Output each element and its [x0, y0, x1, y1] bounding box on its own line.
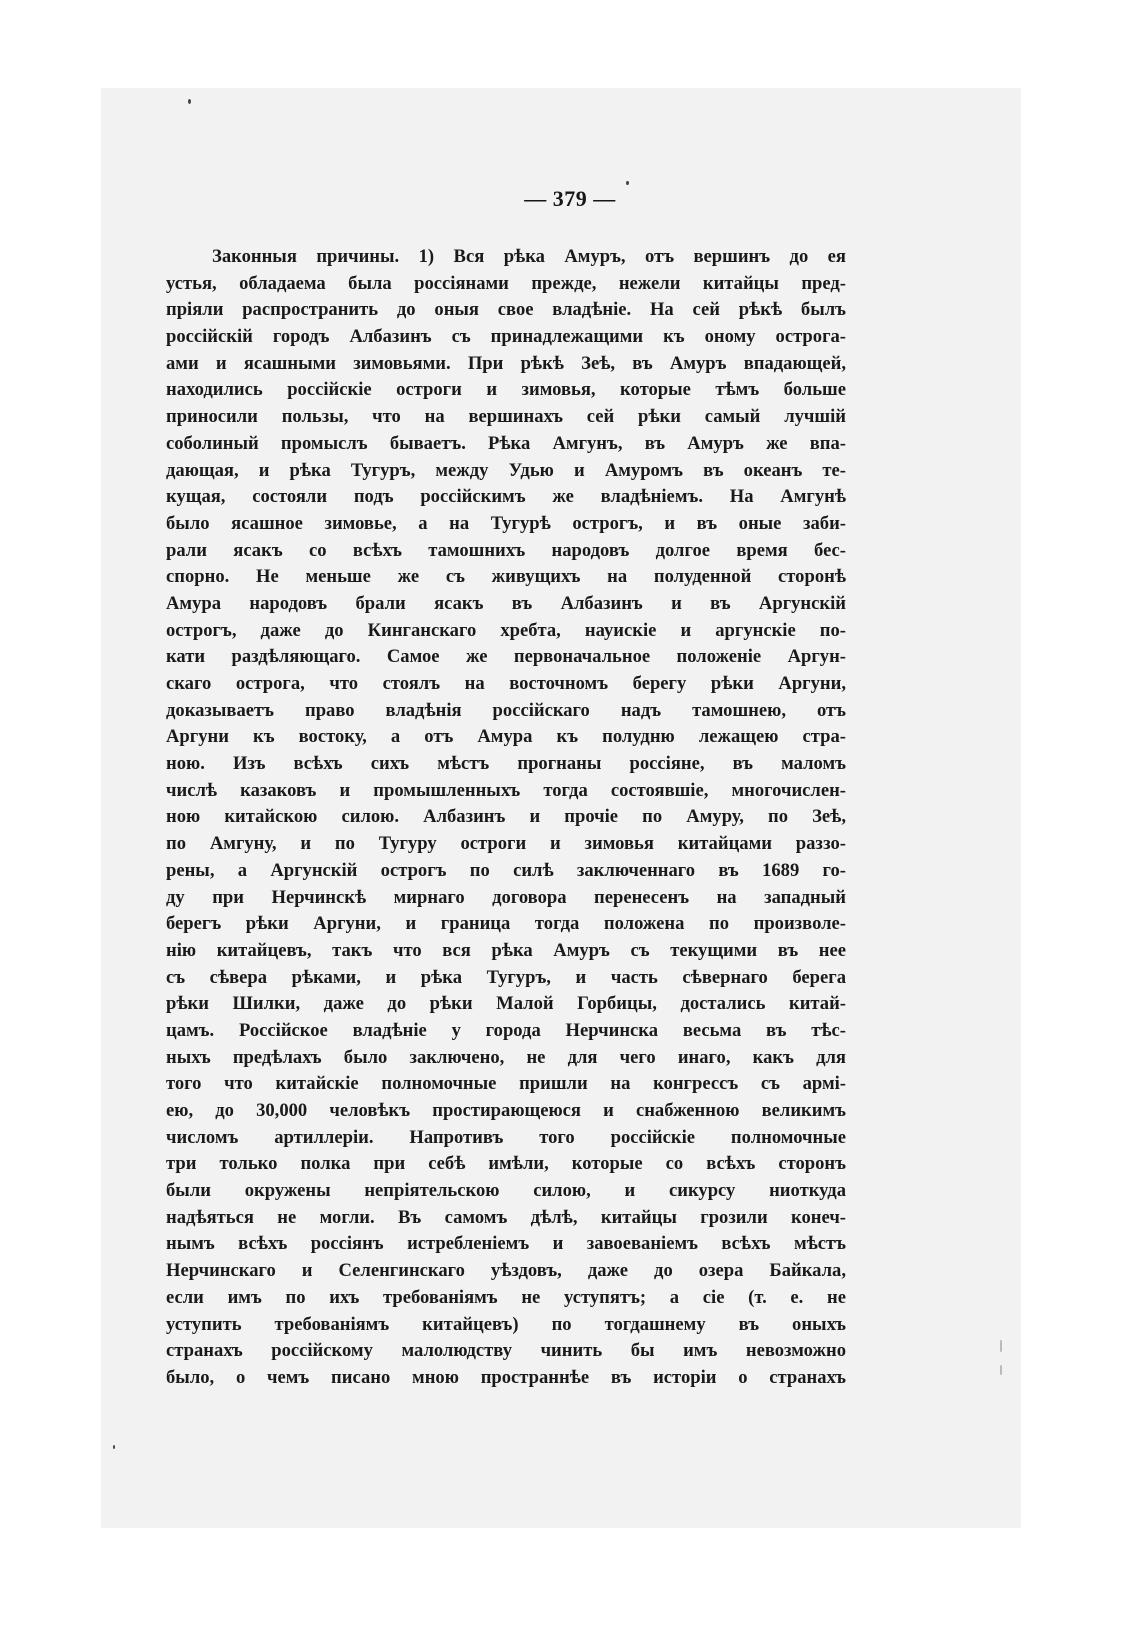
text-line: дающая, и рѣка Тугуръ, между Удью и Амуромъ въ океанъ те-	[166, 459, 846, 481]
text-line: было, о чемъ писано мною пространнѣе въ исторіи о странахъ	[166, 1366, 846, 1388]
text-line: три только полка при себѣ имѣли, которые со всѣхъ сторонъ	[166, 1153, 846, 1175]
text-line: Законныя причины. 1) Вся рѣка Амуръ, отъ вершинъ до ея	[212, 246, 846, 267]
text-line: пріяли распространить до оныя свое владѣніе. На сей рѣкѣ былъ	[166, 299, 846, 321]
text-line: Амура народовъ брали ясакъ въ Албазинъ и въ Аргунскій	[166, 592, 846, 614]
text-line: ду при Нерчинскѣ мирнаго договора перенесенъ на западный	[166, 886, 846, 908]
text-line: устья, обладаема была россіянами прежде, нежели китайцы пред-	[166, 272, 846, 294]
text-line: числомъ артиллеріи. Напротивъ того россійскіе полномочные	[166, 1126, 846, 1148]
dust-speck	[1000, 1365, 1002, 1375]
text-line: берегъ рѣки Аргуни, и граница тогда положена по произволе-	[166, 913, 846, 935]
text-line: рены, а Аргунскій острогъ по силѣ заключеннаго въ 1689 го-	[166, 859, 846, 881]
text-line: спорно. Не меньше же съ живущихъ на полуденной сторонѣ	[166, 566, 846, 588]
text-line: ею, до 30,000 человѣкъ простирающеюся и снабженною великимъ	[166, 1100, 846, 1121]
text-line: уступить требованіямъ китайцевъ) по тогдашнему въ оныхъ	[166, 1313, 846, 1335]
text-line: нымъ всѣхъ россіянъ истребленіемъ и завоеваніемъ всѣхъ мѣстъ	[166, 1233, 846, 1255]
text-line: ныхъ предѣлахъ было заключено, не для чего инаго, какъ для	[166, 1046, 846, 1068]
dust-speck	[188, 99, 191, 104]
text-line: россійскій городъ Албазинъ съ принадлежащими къ оному острога-	[166, 326, 846, 348]
text-line: кущая, состояли подъ россійскимъ же владѣніемъ. На Амгунѣ	[166, 486, 846, 508]
body-text	[166, 244, 846, 1392]
page-number: — 379 —	[524, 186, 616, 211]
text-line: по Амгуну, и по Тугуру остроги и зимовья китайцами раззо-	[166, 833, 846, 855]
text-line: приносили пользы, что на вершинахъ сей рѣки самый лучшій	[166, 406, 846, 428]
text-line: соболиный промыслъ бываетъ. Рѣка Амгунъ, въ Амуръ же впа-	[166, 432, 846, 454]
text-line: Нерчинскаго и Селенгинскаго уѣздовъ, даже до озера Байкала,	[166, 1260, 846, 1282]
text-line: если имъ по ихъ требованіямъ не уступятъ; а сіе (т. е. не	[166, 1286, 846, 1308]
text-line: находились россійскіе остроги и зимовья, которые тѣмъ больше	[166, 379, 846, 401]
text-line: цамъ. Россійское владѣніе у города Нерчинска весьма въ тѣс-	[166, 1019, 846, 1041]
text-line: того что китайскіе полномочные пришли на конгрессъ съ армі-	[166, 1073, 846, 1095]
text-line: числѣ казаковъ и промышленныхъ тогда состоявшіе, многочислен-	[166, 779, 846, 801]
dust-speck	[626, 181, 629, 185]
text-line: острогъ, даже до Кинганскаго хребта, науискіе и аргунскіе по-	[166, 619, 846, 641]
text-line: были окружены непріятельскою силою, и сикурсу ниоткуда	[166, 1180, 846, 1202]
text-line: Аргуни къ востоку, а отъ Амура къ полудню лежащею стра-	[166, 726, 846, 748]
text-line: доказываетъ право владѣнія россійскаго надъ тамошнею, отъ	[166, 699, 846, 721]
text-line: надѣяться не могли. Въ самомъ дѣлѣ, китайцы грозили конеч-	[166, 1206, 846, 1228]
text-line: кати раздѣляющаго. Самое же первоначальное положеніе Аргун-	[166, 646, 846, 668]
text-line: странахъ россійскому малолюдству чинить бы имъ невозможно	[166, 1340, 846, 1362]
text-line: ною китайскою силою. Албазинъ и прочіе по Амуру, по Зеѣ,	[166, 806, 846, 828]
text-line: ною. Изъ всѣхъ сихъ мѣстъ прогнаны россіяне, въ маломъ	[166, 753, 846, 775]
text-line: скаго острога, что стоялъ на восточномъ берегу рѣки Аргуни,	[166, 673, 846, 694]
text-line: рали ясакъ со всѣхъ тамошнихъ народовъ долгое время бес-	[166, 539, 846, 561]
dust-speck	[113, 1445, 115, 1449]
text-line: было ясашное зимовье, а на Тугурѣ острогъ, и въ оные заби-	[166, 512, 846, 534]
dust-speck	[1000, 1340, 1002, 1352]
text-line: рѣки Шилки, даже до рѣки Малой Горбицы, достались китай-	[166, 993, 846, 1015]
text-line: съ сѣвера рѣками, и рѣка Тугуръ, и часть сѣвернаго берега	[166, 966, 846, 988]
text-line: ами и ясашными зимовьями. При рѣкѣ Зеѣ, въ Амуръ впадающей,	[166, 352, 846, 374]
text-line: нію китайцевъ, такъ что вся рѣка Амуръ съ текущими въ нее	[166, 939, 846, 961]
